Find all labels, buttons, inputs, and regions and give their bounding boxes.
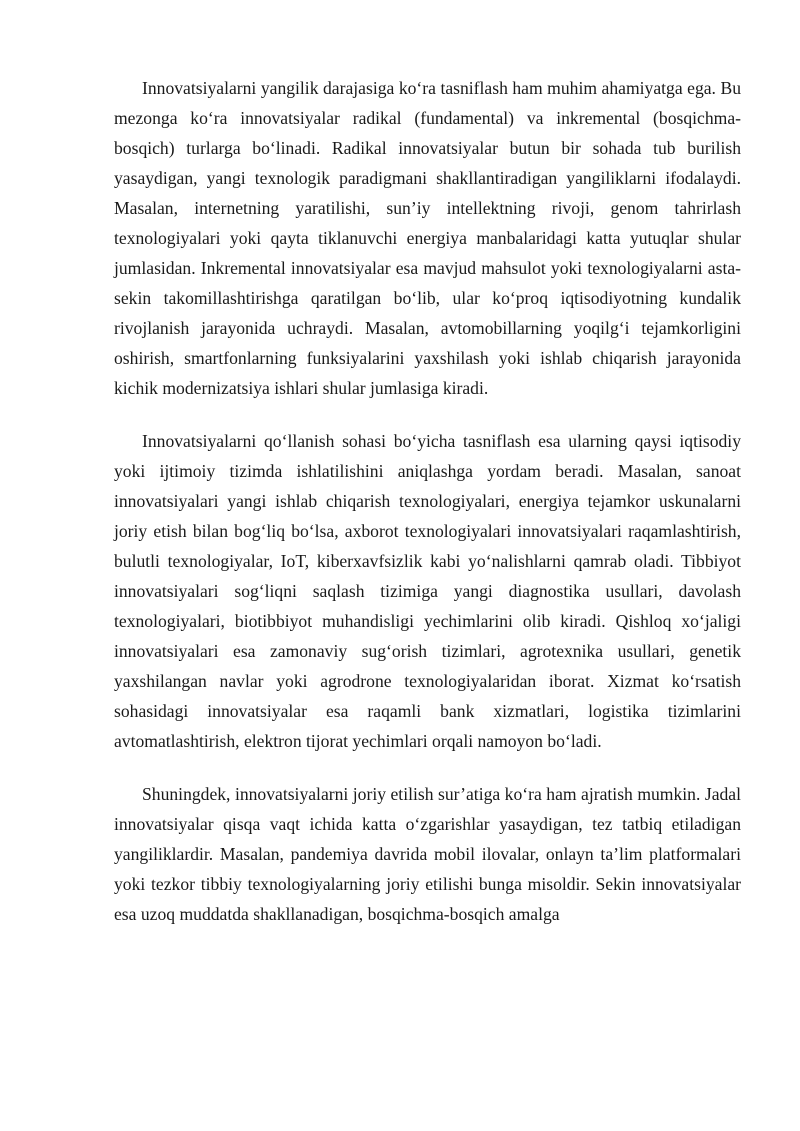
paragraph-application-classification: Innovatsiyalarni qo‘llanish sohasi bo‘yicha tasniflash esa ularning qaysi iqtisodiy yoki ijtimoiy tizimda ishlatilishini aniqlashga yordam beradi. Masalan, sanoat innovatsiyalari yangi ishlab chiqarish texnologiyalari, energiya tejamkor uskunalarni joriy etish bilan bog‘liq bo‘lsa, axborot texnologiyalari innovatsiyalari raqamlashtirish, bulutli texnologiyalar, IoT, kiberxavfsizlik kabi yo‘nalishlarni qamrab oladi. Tibbiyot innovatsiyalari sog‘liqni saqlash tizimiga yangi diagnostika usullari, davolash texnologiyalari, biotibbiyot muhandisligi yechimlarini olib kiradi. Qishloq xo‘jaligi innovatsiyalari esa zamonaviy sug‘orish tizimlari, agrotexnika usullari, genetik yaxshilangan navlar yoki agrodrone texnologiyalaridan iborat. Xizmat ko‘rsatish sohasidagi innovatsiyalar esa raqamli bank xizmatlari, logistika tizimlarini avtomatlashtirish, elektron tijorat yechimlari orqali namoyon bo‘ladi. — [114, 431, 741, 751]
document-page — [114, 73, 741, 952]
paragraph-novelty-classification: Innovatsiyalarni yangilik darajasiga ko‘ra tasniflash ham muhim ahamiyatga ega. Bu mezonga ko‘ra innovatsiyalar radikal (fundamental) va inkremental (bosqichma-bosqich) turlarga bo‘linadi. Radikal innovatsiyalar butun bir sohada tub burilish yasaydigan, yangi texnologik paradigmani shakllantiradigan yangiliklarni ifodalaydi. Masalan, internetning yaratilishi, sun’iy intellektning rivoji, genom tahrirlash texnologiyalari yoki qayta tiklanuvchi energiya manbalaridagi katta yutuqlar shular jumlasidan. Inkremental innovatsiyalar esa mavjud mahsulot yoki texnologiyalarni asta-sekin takomillashtirishga qaratilgan bo‘lib, ular ko‘proq iqtisodiyotning kundalik rivojlanish jarayonida uchraydi. Masalan, avtomobillarning yoqilg‘i tejamkorligini oshirish, smartfonlarning funksiyalarini yaxshilash yoki ishlab chiqarish jarayonida kichik modernizatsiya ishlari shular jumlasiga kiradi. — [114, 78, 741, 398]
paragraph-implementation-speed: Shuningdek, innovatsiyalarni joriy etilish sur’atiga ko‘ra ham ajratish mumkin. Jadal innovatsiyalar qisqa vaqt ichida katta o‘zgarishlar yasaydigan, tez tatbiq etiladigan yangiliklardir. Masalan, pandemiya davrida mobil ilovalar, onlayn ta’lim platformalari yoki tezkor tibbiy texnologiyalarning joriy etilishi bunga misoldir. Sekin innovatsiyalar esa uzoq muddatda shakllanadigan, bosqichma-bosqich amalga — [114, 784, 741, 924]
